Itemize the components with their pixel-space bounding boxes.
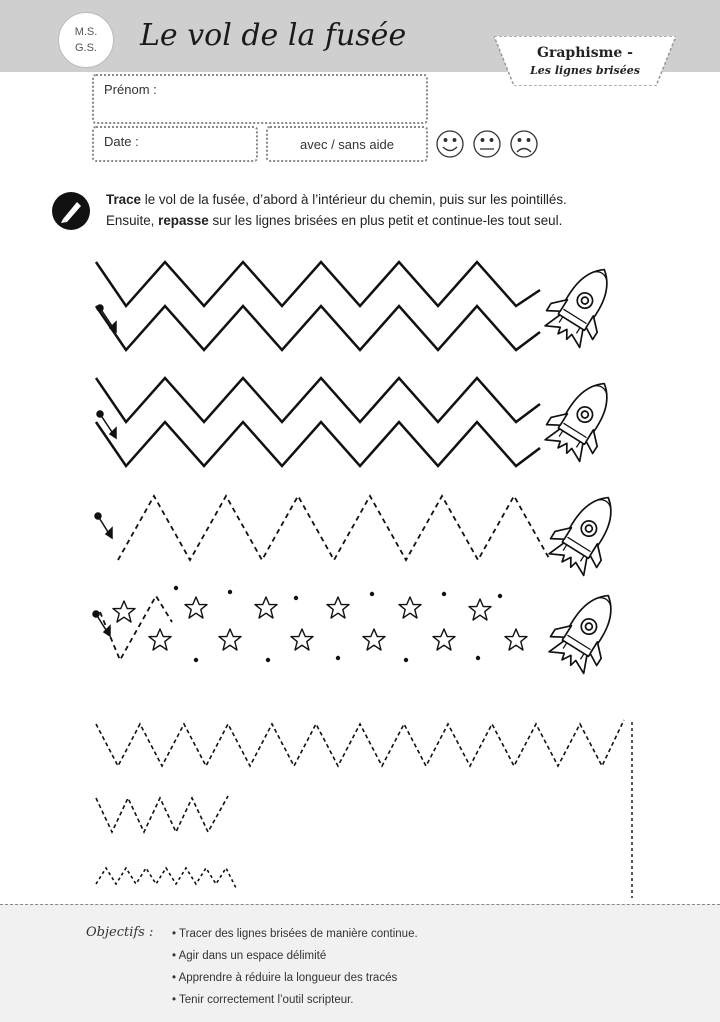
star-icon [185, 597, 207, 618]
prenom-label: Prénom : [104, 82, 157, 97]
rocket-icon [539, 369, 627, 465]
subject-label: Graphisme - [537, 45, 633, 61]
star-icon [291, 629, 313, 650]
star-icon [505, 629, 527, 650]
objective-item: • Apprendre à réduire la longueur des tracés [172, 972, 418, 994]
subject-subtitle: Les lignes brisées [530, 64, 640, 77]
zigzag-channel-2 [96, 378, 540, 466]
instruction-verb-trace: Trace [106, 192, 141, 207]
objective-item: • Agir dans un espace délimité [172, 950, 418, 972]
star-icon [433, 629, 455, 650]
rocket-icon [543, 483, 631, 579]
instruction-line-2-start: Ensuite, [106, 213, 159, 228]
start-arrow-2 [97, 411, 116, 438]
dotted-zigzag-3 [118, 496, 550, 560]
star-icon [149, 629, 171, 650]
level-gs: G.S. [74, 42, 97, 54]
page-title: Le vol de la fusée [140, 18, 407, 53]
aide-label: avec / sans aide [300, 136, 394, 152]
practice-zigzag-medium [96, 796, 228, 832]
objectives-label: Objectifs : [86, 925, 154, 940]
level-ms: M.S. [74, 26, 98, 38]
start-arrow-3 [95, 513, 112, 538]
star-icon [327, 597, 349, 618]
star-icon [219, 629, 241, 650]
star-icon [363, 629, 385, 650]
practice-zigzag-large [96, 720, 624, 766]
objective-item: • Tenir correctement l’outil scripteur. [172, 994, 418, 1016]
zigzag-channel-1 [96, 262, 540, 350]
star-icon [255, 597, 277, 618]
practice-zigzag-small [96, 868, 236, 888]
star-icon [399, 597, 421, 618]
dotted-zigzag-4 [100, 596, 172, 660]
instruction-line-1-text: le vol de la fusée, d’abord à l’intérieur du chemin, puis sur les pointillés. [141, 192, 567, 207]
instruction-line-2-text: sur les lignes brisées en plus petit et continue-les tout seul. [208, 213, 563, 228]
star-icon [469, 599, 491, 620]
objective-item: • Tracer des lignes brisées de manière continue. [172, 928, 418, 950]
rocket-icon [539, 255, 627, 351]
instruction-verb-repasse: repasse [158, 213, 209, 228]
star-pattern [113, 597, 527, 650]
objectives-list [172, 928, 418, 1016]
rocket-icon [543, 581, 631, 677]
date-label: Date : [104, 134, 139, 149]
star-icon [113, 601, 135, 622]
start-arrow-1 [97, 305, 116, 332]
